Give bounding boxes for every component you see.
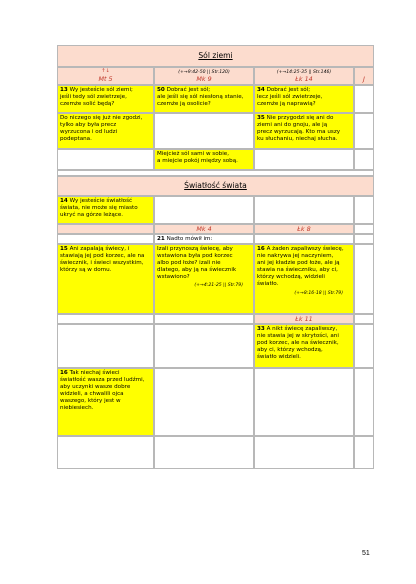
gospel-name: Mk 9 [196,75,212,83]
empty-cell [354,113,374,149]
empty-cell [354,224,374,234]
gospel-name: Łk 11 [295,315,313,323]
verse-mk-4-21 [154,244,254,314]
gospel-header-lk [254,314,354,324]
empty-cell [254,368,354,436]
verse-lk-14-34: 34 Dobrać jest sól; lecz jeśli sól zwietrzeje, czemże ją naprawią? [254,85,354,113]
gospel-header-empty [57,224,154,234]
empty-cell [354,149,374,170]
empty-cell [154,436,254,469]
arrows-label: ↑↓ [101,68,110,74]
section-title: Sól ziemi [198,51,233,60]
verse-text: Izali przynoszą świecę, aby wstawiona była pod korzec albo pod łoże? izali nie dlatego, aby ją na świecznik wstawiono? [157,246,237,281]
gospel-name: Łk 8 [297,225,311,233]
empty-cell [354,324,374,368]
empty-cell [154,113,254,149]
gospel-header-lk [254,67,354,85]
gospel-header-lk [254,224,354,234]
empty-cell [57,149,154,170]
verse-mt-5-13a: 13 Wy jesteście sól ziemi; jeśli tedy sól zwietrzeje, czemże solić będą? [57,85,154,113]
empty-cell [354,85,374,113]
verse-mk-9-50a: 50 Dobrać jest sól; ale jeśli się sól niesłoną stanie, czemże ją osolicie? [154,85,254,113]
verse-lk-11-33: 33 A nikt świecę zapaliwszy, nie stawia jej w skrytości, ani pod korzec, ale na świecznik, aby ci, którzy wchodzą, światło widzieli. [254,324,354,368]
empty-cell [354,234,374,244]
section-title: Światłość świata [184,181,247,190]
verse-lk-14-35: 35 Nie przygodzi się ani do ziemi ani do gnoju, ale ją precz wyrzucają. Kto ma uszy ku słuchaniu, niechaj słucha. [254,113,354,149]
verse-mt-5-13b: Do niczego się już nie zgodzi, tylko aby była precz wyrzucona i od ludzi podeptana. [57,113,154,149]
section-header-salt [57,45,374,67]
cross-reference: (+→8:16-18 || Str.79) [294,290,343,296]
gospel-header-mt [57,67,154,85]
empty-cell [154,196,254,224]
gospel-name: Łk 14 [295,75,313,83]
empty-cell [154,324,254,368]
verse-mk-9-50b: Miejcież sól sami w sobie, a miejcie pokój między sobą. [154,149,254,170]
empty-cell [354,244,374,314]
verse-lk-8-16: 16 A żaden zapaliwszy świecę, nie nakrywa jej naczyniem, ani jej kładzie pod łoże, ale ją stawia na świeczniku, aby ci, którzy wchodzą, widzieli światło. (+→8:16-18 || Str.79) [254,244,354,314]
cross-reference: (+→14:25-35 || Str.146) [276,70,332,75]
verse-mt-5-16: 16 Tak niechaj świeci światłość wasza przed ludźmi, aby uczynki wasze dobre widzieli, a chwalili ojca waszego, który jest w niebiesiech. [57,368,154,436]
empty-cell [254,149,354,170]
verse-mt-5-15: 15 Ani zapalają świecy, i stawiają jej pod korzec, ale na świecznik, i świeci wszystkim, którzy są w domu. [57,244,154,314]
empty-cell [254,436,354,469]
empty-cell [354,368,374,436]
section-header-light [57,176,374,196]
empty-cell [57,234,154,244]
empty-cell [354,436,374,469]
gospel-name: Mt 5 [98,75,113,83]
empty-cell [57,436,154,469]
gospel-header-mk [154,67,254,85]
empty-cell [57,324,154,368]
verse-mt-5-14: 14 Wy jesteście światłość świata, nie może się miasto ukryć na górze leżące. [57,196,154,224]
verse-mk-4-21-intro: 21 Nadto mówił im: [154,234,254,244]
empty-cell [354,314,374,324]
gospel-header-j [354,67,374,85]
cross-reference: (+→4:21-25 || Str.79) [194,283,243,289]
gospel-name: J [363,75,365,83]
empty-cell [354,196,374,224]
gospel-name: Mk 4 [196,225,212,233]
empty-cell [154,368,254,436]
gospel-header-mk [154,224,254,234]
page-number: 51 [362,550,370,557]
cross-reference: (+→9:42-50 || Str.120) [178,70,230,75]
empty-cell [57,314,154,324]
empty-cell [254,234,354,244]
empty-cell [254,196,354,224]
empty-cell [154,314,254,324]
